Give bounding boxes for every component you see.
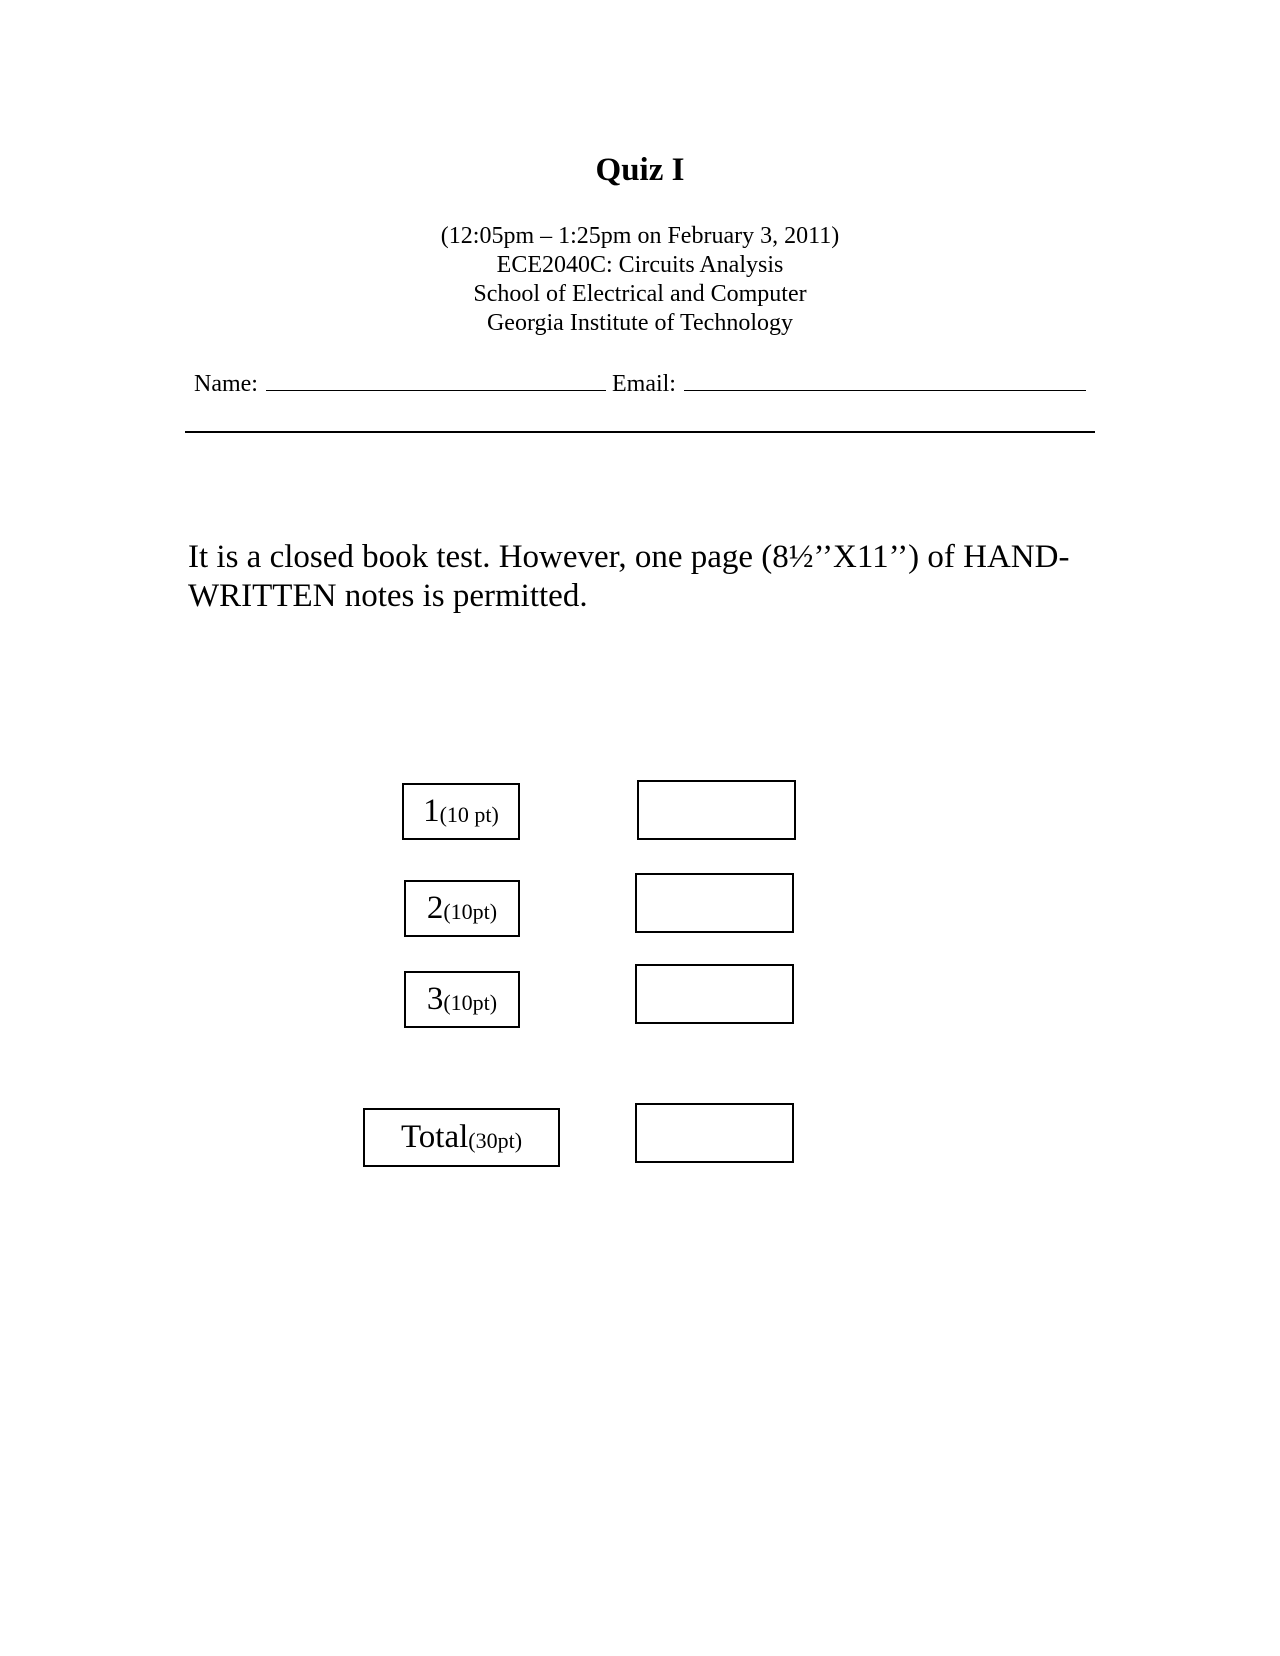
course-name: ECE2040C: Circuits Analysis [496, 252, 784, 278]
question-3-score-box[interactable] [635, 964, 794, 1024]
question-2-number: 2 [426, 890, 444, 926]
quiz-title: Quiz I [595, 152, 685, 188]
question-1-points: (10 pt) [439, 801, 499, 827]
question-2-label-box [404, 880, 520, 937]
quiz-time: (12:05pm – 1:25pm on February 3, 2011) [440, 223, 840, 249]
question-1-label-box [402, 783, 520, 840]
name-label: Name: [194, 371, 258, 397]
question-3-number: 3 [426, 981, 444, 1017]
student-fields [194, 368, 1086, 399]
question-3-label-box [404, 971, 520, 1028]
question-3-points: (10pt) [443, 989, 498, 1015]
institute-name: Georgia Institute of Technology [486, 310, 794, 336]
total-label-box [363, 1108, 560, 1167]
quiz-info [0, 222, 1280, 338]
question-2-score-box[interactable] [635, 873, 794, 933]
question-2-points: (10pt) [443, 898, 498, 924]
question-1-score-box[interactable] [637, 780, 796, 840]
header-divider [185, 431, 1095, 433]
total-score-box[interactable] [635, 1103, 794, 1163]
total-points: (30pt) [468, 1127, 523, 1153]
instructions-text: It is a closed book test. However, one page (8½’’X11’’) of HAND-WRITTEN notes is permitted. [188, 539, 1070, 614]
name-field[interactable] [266, 368, 606, 391]
email-label: Email: [611, 371, 676, 397]
question-1-number: 1 [423, 793, 440, 829]
email-field[interactable] [684, 368, 1086, 391]
school-name: School of Electrical and Computer [473, 281, 807, 307]
total-label: Total [400, 1119, 469, 1155]
